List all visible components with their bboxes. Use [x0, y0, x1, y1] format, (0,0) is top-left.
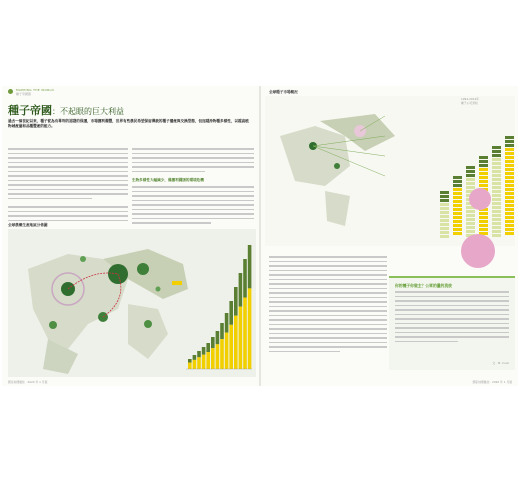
bar-segment: [243, 298, 247, 370]
grid-cell: [440, 195, 449, 198]
grid-cell: [440, 219, 449, 222]
grid-cell: [492, 222, 501, 225]
page-title: 種子帝國：不起眼的巨大利益: [8, 104, 124, 117]
grid-cell: [505, 224, 514, 227]
grid-cell: [505, 148, 514, 151]
right-page: [261, 86, 518, 386]
bar-segment: [188, 363, 192, 370]
grid-cell: [479, 164, 488, 167]
grid-cell: [505, 160, 514, 163]
bar-segment: [225, 313, 229, 333]
grid-cell: [466, 174, 475, 177]
grid-cell: [479, 156, 488, 159]
grid-cell: [440, 231, 449, 234]
pesticide-map: [8, 229, 256, 377]
grid-cell: [492, 170, 501, 173]
grid-cell: [453, 188, 462, 191]
bar-segment: [211, 337, 215, 348]
grid-cell: [492, 226, 501, 229]
bar-segment: [229, 301, 233, 325]
grid-cell: [479, 176, 488, 179]
title-subtitle: 不起眼的巨大利益: [60, 107, 124, 116]
pink-circle-1: [461, 234, 495, 268]
body-text-col1: [8, 148, 128, 224]
grid-cell: [505, 152, 514, 155]
grid-cell: [453, 212, 462, 215]
grid-cell: [453, 224, 462, 227]
chart-label: 1994-2014年 種子公司營收: [461, 97, 480, 105]
bar-segment: [225, 333, 229, 369]
grid-cell: [492, 210, 501, 213]
grid-cell: [492, 234, 501, 237]
grid-cell: [492, 146, 501, 149]
body-text-col2b: [132, 186, 254, 227]
bar-segment: [197, 351, 201, 357]
grid-cell: [466, 230, 475, 233]
grid-cell: [479, 180, 488, 183]
grid-cell: [505, 216, 514, 219]
grid-cell: [440, 223, 449, 226]
grid-cell: [440, 203, 449, 206]
bar-segment: [206, 343, 210, 352]
grid-cell: [505, 156, 514, 159]
grid-cell: [479, 168, 488, 171]
seed-market-figure: [265, 96, 515, 246]
right-folio: 國家地理雜誌 ‧ 2020 年 1 月號: [472, 380, 512, 384]
bar-segment: [239, 307, 243, 369]
bar-segment: [197, 357, 201, 369]
grid-cell: [453, 228, 462, 231]
bar-segment: [206, 352, 210, 369]
grid-cell: [505, 188, 514, 191]
grid-cell: [453, 184, 462, 187]
map-figure: [8, 229, 256, 377]
grid-cell: [505, 232, 514, 235]
grid-cell: [466, 182, 475, 185]
grid-cell: [466, 214, 475, 217]
right-map-title: 全球種子市場概況: [269, 90, 298, 94]
grid-cell: [505, 196, 514, 199]
grid-cell: [466, 210, 475, 213]
grid-cell: [492, 166, 501, 169]
grid-cell: [479, 160, 488, 163]
bar-segment: [202, 347, 206, 355]
grid-cell: [453, 220, 462, 223]
grid-cell: [440, 199, 449, 202]
bar-segment: [188, 359, 192, 363]
bar-segment: [248, 288, 252, 369]
grid-cell: [505, 200, 514, 203]
pink-circle-2: [469, 188, 491, 210]
grid-cell: [440, 227, 449, 230]
grid-cell: [440, 191, 449, 194]
bar-segment: [229, 325, 233, 369]
grid-cell: [505, 204, 514, 207]
grid-cell: [505, 184, 514, 187]
grid-cell: [492, 198, 501, 201]
grid-cell: [466, 222, 475, 225]
grid-cell: [505, 144, 514, 147]
grid-cell: [492, 154, 501, 157]
bar-segment: [193, 360, 197, 369]
grid-cell: [505, 168, 514, 171]
legend-swatch: [172, 281, 182, 285]
series-subtitle: 種子帝國篇: [16, 92, 32, 96]
grid-cell: [492, 202, 501, 205]
grid-cell: [479, 220, 488, 223]
grid-cell: [505, 140, 514, 143]
grid-cell: [453, 192, 462, 195]
grid-cell: [466, 170, 475, 173]
left-page: [2, 86, 259, 386]
grid-cell: [492, 174, 501, 177]
grid-cell: [505, 176, 514, 179]
section-heading: 生物多樣性大幅減少，偶獲利潤誘的環境危機: [132, 178, 204, 182]
bar-segment: [243, 259, 247, 298]
sidebar-box: [389, 276, 515, 370]
grid-cell: [505, 164, 514, 167]
bar-segment: [216, 331, 220, 344]
grid-cell: [466, 178, 475, 181]
seed-market-map: [265, 96, 515, 246]
grid-cell: [453, 204, 462, 207]
bar-segment: [234, 287, 238, 316]
grid-cell: [505, 212, 514, 215]
grid-cell: [440, 207, 449, 210]
sidebar-text: [395, 291, 509, 345]
lede-paragraph: 過去一個世紀以來，種子從為有專利的認證的保護，市場獲利潤豐，世界有些農民希望保留傳統的種子播產與交換型態，但而越持物種多樣性，以越高植物城產量和品種豐產的能力。: [8, 119, 249, 128]
sidebar-title: 你的種子你做主？公眾的量的流彼: [395, 283, 452, 288]
grid-cell: [466, 166, 475, 169]
grid-cell: [466, 218, 475, 221]
body-text-col2: [132, 148, 254, 175]
grid-cell: [453, 196, 462, 199]
bar-segment: [220, 323, 224, 339]
grid-cell: [505, 220, 514, 223]
byline: 文 ‧ M. Cuoil: [492, 361, 509, 366]
magazine-spread: [2, 86, 518, 386]
bar-segment: [239, 273, 243, 307]
grid-cell: [505, 208, 514, 211]
grid-cell: [479, 224, 488, 227]
grid-cell: [453, 200, 462, 203]
grid-cell: [466, 226, 475, 229]
grid-cell: [453, 232, 462, 235]
grid-cell: [492, 186, 501, 189]
grid-cell: [505, 192, 514, 195]
bar-segment: [248, 245, 252, 288]
grid-cell: [492, 162, 501, 165]
bar-segment: [220, 339, 224, 369]
grid-cell: [492, 230, 501, 233]
grid-cell: [505, 180, 514, 183]
grid-cell: [453, 180, 462, 183]
grid-cell: [440, 211, 449, 214]
grid-cell: [453, 176, 462, 179]
grid-cell: [492, 218, 501, 221]
map-title: 全球農藥生產地區分佈圖: [8, 223, 48, 227]
grid-cell: [479, 172, 488, 175]
grid-cell: [492, 194, 501, 197]
grid-cell: [492, 150, 501, 153]
grid-cell: [492, 158, 501, 161]
series-title: MAPPING THE WORLD: [16, 88, 55, 92]
grid-cell: [479, 212, 488, 215]
grid-cell: [492, 190, 501, 193]
grid-cell: [453, 208, 462, 211]
bar-segment: [193, 355, 197, 360]
grid-cell: [479, 216, 488, 219]
globe-icon: [8, 89, 13, 94]
grid-cell: [479, 228, 488, 231]
grid-cell: [440, 215, 449, 218]
grid-cell: [492, 178, 501, 181]
grid-cell: [440, 235, 449, 238]
bar-segment: [211, 348, 215, 369]
grid-cell: [453, 216, 462, 219]
grid-cell: [505, 136, 514, 139]
grid-cell: [479, 184, 488, 187]
left-folio: 國家地理雜誌 ‧ 2020 年 1 月號: [8, 380, 48, 384]
bar-segment: [234, 316, 238, 369]
grid-cell: [505, 172, 514, 175]
title-main: 種子帝國: [8, 104, 52, 117]
grid-cell: [492, 214, 501, 217]
bar-segment: [202, 355, 206, 369]
grid-cell: [492, 206, 501, 209]
grid-cell: [492, 182, 501, 185]
grid-cell: [505, 228, 514, 231]
bar-segment: [216, 344, 220, 369]
right-body-col1: [269, 256, 387, 355]
